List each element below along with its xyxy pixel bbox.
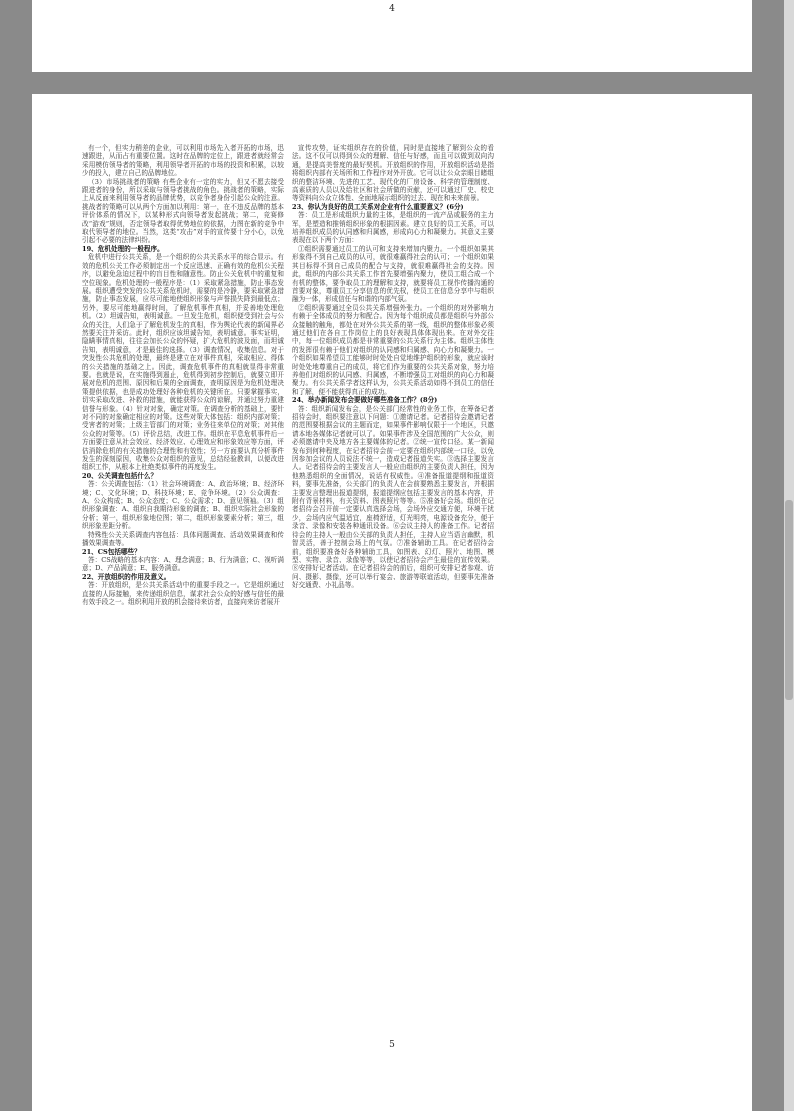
- scrollbar[interactable]: [784, 0, 794, 1111]
- paragraph: 答：CS战略的基本内容：A、理念满意；B、行为满意；C、视听满意；D、产品满意；E、服务满意。: [82, 555, 284, 573]
- question-heading: 19、危机处理的一般程序。: [82, 244, 164, 253]
- question-heading: 24、举办新闻发布会要做好哪些准备工作？(8分): [292, 396, 438, 405]
- paragraph: 答：员工是形成组织力量的主体，是组织的一流产品或服务的主力军，是塑造和推销组织形象的根据因素。建立良好的员工关系，可以培养组织成员的认同感和归属感，形成向心力和凝聚力。其意义主要表现在以下两个方面：: [292, 211, 494, 245]
- question-heading: 22、开放组织的作用及意义。: [82, 572, 171, 581]
- paragraph: ①组织需要通过员工的认可和支持来增加内聚力。一个组织如果其形象得不到自己成员的认可，就很难赢得社会的认可；一个组织如果其目标得不到自己成员的配合与支持，就很难赢得社会的支持。因此，组织的内部公共关系工作首先要增强内聚力，使员工组合成一个有机的整体，要争取员工的理解和支持，就要将员工视作传播沟通的首要对象，尊重员工分享信息的优先权，使员工在信息分享中与组织融为一体，形成信任与和谐的内部气氛。: [292, 244, 494, 304]
- paragraph: 宣传攻势，证实组织存在的价值，同时是直接地了解到公众的看法。这不仅可以得到公众的理解、信任与好感，而且可以做到双向沟通，是提高美誉度的最好契机。开放组织的作用，开放组织活动是指将组织内部有关场所和工作程序对外开放。它可以让公众亲眼目睹组织的整洁环境、先进的工艺、现代化的厂房设备、科学的管理制度、高素质的人员以及给社区和社会所做的贡献，还可以通过厂史、校史等资料向公众立体性、全面地展示组织的过去、现在和未来前景。: [292, 144, 494, 203]
- scrollbar-thumb[interactable]: [785, 500, 793, 700]
- paragraph: 答：组织新闻发布会，是公关部门经常性的业务工作，在筹备记者招待会时，组织要注意以下问题：①邀请记者。记者招待会邀请记者的范围要根据会议的主题而定，如果事件影响仅限于一个地区，只邀请本地各媒体记者就可以了。如果事件涉及全国范围的广大公众，则必须邀请中央及地方各主要媒体的记者。②统一宣传口径。某一新闻发布到何种程度，在记者招待会前一定要在组织内部统一口径，以免因参加会议的人员说法不统一，造成记者报道失实。③选择主要发言人。记者招待会的主要发言人一般应由组织的主要负责人担任，因为他熟悉组织的全面情况，说话有权威性。④准备报道提纲和报道资料，要事先准备，公关部门的负责人在会前要熟悉主要发言，并根据主要发言整理出报道提纲，报道提纲应包括主要发言的基本内容，并附有背景材料，有关资料、图表照片等等。⑤准备好会场。组织在记者招待会召开前一定要认真选择会场，会场外应交通方便，环境干扰少，会场内应气温适宜，座椅舒适，灯光明亮，电源设备充分，便于录音、录像和安装各种通讯设备。⑥会议主持人的准备工作。记者招待会的主持人一般由公关部的负责人担任，主持人应当语言幽默，机智灵活，善于控制会场上的气氛。⑦准备辅助工具。在记者招待会前，组织要准备好各种辅助工具，如图表、幻灯、照片、地图、模型、实物、录音、录像等等，以使记者招待会产生最佳的宣传效果。⑧安排好记者活动。在记者招待会的前后，组织可安排记者参观、访问、摄影、摄像，还可以举行宴会、旅游等联谊活动，但要事先准备好交通费、小礼品等。: [292, 404, 494, 590]
- paragraph: （3）市场挑战者的策略 有些企业有一定的实力，但又不愿去接受跟进者的身份，所以采取与领导者挑战的角色。挑战者的策略，实际上从反面来利用领导者的品牌优势，以竞争者身份引起公众的注意。挑战者的策略可以从两个方面加以利用：第一，在不违反品牌的基本评价体系的情况下，以某种形式向领导者发起挑战；第二，竞赛修改“游戏”规则，否定领导者取得优势地位的依据，力图在新的竞争中取代领导者的地位。当然，这类“攻击”对手的宣传要十分小心，以免引起不必要的法律纠纷。: [82, 177, 284, 245]
- paragraph: 答：开放组织，是公共关系活动中的重要手段之一。它是组织通过直接的人际接触，来传递组织信息，谋求社会公众的好感与信任的最有效手段之一。组织利用开放的机会接待来访者，直接向来访者展开: [82, 581, 284, 606]
- current-page: [32, 94, 752, 1111]
- question-heading: 21、CS包括哪些？: [82, 547, 141, 556]
- right-column: [292, 144, 494, 1034]
- paragraph: 特殊性公关关系调查内容包括：具体问题调查、活动效果调查和传播效果调查等。: [82, 530, 284, 548]
- page-number: 5: [389, 1040, 395, 1050]
- page-number: 4: [389, 4, 395, 14]
- question-heading: 20、公关调查包括什么？: [82, 471, 158, 480]
- paragraph: 有一个，但实力稍差的企业，可以利用市场先入者开拓的市场，迅速跟进，从而占有重要位置。这时在品牌的定位上，跟进者就经常会采用模仿领导者的策略，利用领导者开拓的市场的投资和积累，以较少的投入，建立自己的品牌地位。: [82, 144, 284, 178]
- paragraph: ②组织需要通过全员公共关系增强外张力。一个组织的对外影响力有赖于全体成员的努力和配合。因为每个组织成员都是组织与外部公众接触的触角，都处在对外公共关系的第一线，组织的整体形象必须通过他们在各自工作岗位上的良好表现具体体现出来。在对外交往中，每一位组织成员都是非常重要的公共关系行为主体。组织主体性的发挥很有赖于他们对组织的认同感和归属感、向心力和凝聚力。一个组织如果希望员工能够时时处处自觉地维护组织的形象，就应该时时处处地尊重自己的成员，将它们作为重要的公共关系对象，努力培养他们对组织的认同感、归属感，不断增强员工对组织的向心力和凝聚力。有公共关系学者这样认为，公共关系活动如得不到员工的信任和了解，便不能获得真正的成功。: [292, 303, 494, 396]
- question-heading: 23、你认为良好的员工关系对企业有什么重要意义？(6分): [292, 202, 464, 211]
- previous-page: [32, 0, 752, 72]
- left-column: [82, 144, 284, 1034]
- paragraph: 危机中进行公共关系，是一个组织的公共关系水平的综合显示。有效的危机公关工作必须制定出一个反应迅速、正确有效的危机公关程序，以避免急迫过程中的盲目性和随意性。防止公关危机中的重复和空位现象。危机处理的一般程序是：（1）采取紧急措施，防止事态发展。组织遭受突发的公共关系危机时，需要的是冷静，要采取紧急措施，防止事态发展，应尽可能地使组织形象与声誉损失降到最低点；另外，要尽可能地赢得时间，了解危机事件真相，并妥善地处理危机。（2）坦诚告知，表明诚意。一旦发生危机，组织便受到社会与公众的关注，人们急于了解危机发生的真相，作为舆论代表的新闻界必然要关注并采访。此时，组织应该坦诚告知，表明诚意。事实证明，隐瞒事情真相，往往会加长公众的怀疑，扩大危机的波及面，而坦诚告知，表明诚意，才是最佳的选择。（3）调查情况，收集信息。对于突发性公共危机的处理，最终是建立在对事件真相，采取相应、得体的公关措施的基础之上。因此，调查危机事件的真相就显得非常重要。也就是说，在实施得到遏止，危机得到初步控制后，就要立即开展对危机的范围、原因和后果的全面调查，查明原因是为危机处理决策提供依据，也是成功处理好各种危机的关键所在。只要掌握事实，切实采取改进、补救的措施，就能获得公众的谅解，并通过努力重建信誉与形象。（4）针对对象，确定对策。在调查分析的基础上，要针对不同的对象确定相应的对策。这些对策大体包括：组织内部对策；受害者的对策；上级主管部门的对策；业务往来单位的对策；对其他公众的对策等。（5）评价总结，改进工作。组织在平息危机事件后一方面要注意从社会效应、经济效应、心理效应和形象效应等方面，评估消除危机的有关措施的合理性和有效性；另一方面要认真分析事件发生的深刻原因，收集公众对组织的意见，总结经验教训，以便改进组织工作，从根本上杜绝类似事件的再度发生。: [82, 253, 284, 472]
- paragraph: 答：公关调查包括：（1）社会环境调查：A、政治环境；B、经济环境；C、文化环境；D、科技环境；E、竞争环境。（2）公众调查：A、公众构成；B、公众态度；C、公众需求；D、意见领袖。（3）组织形象调查：A、组织自我期待形象的调查；B、组织实际社会形象的分析；第一，组织形象地位图；第二，组织形象要素分析；第三，组织形象差距分析。: [82, 480, 284, 531]
